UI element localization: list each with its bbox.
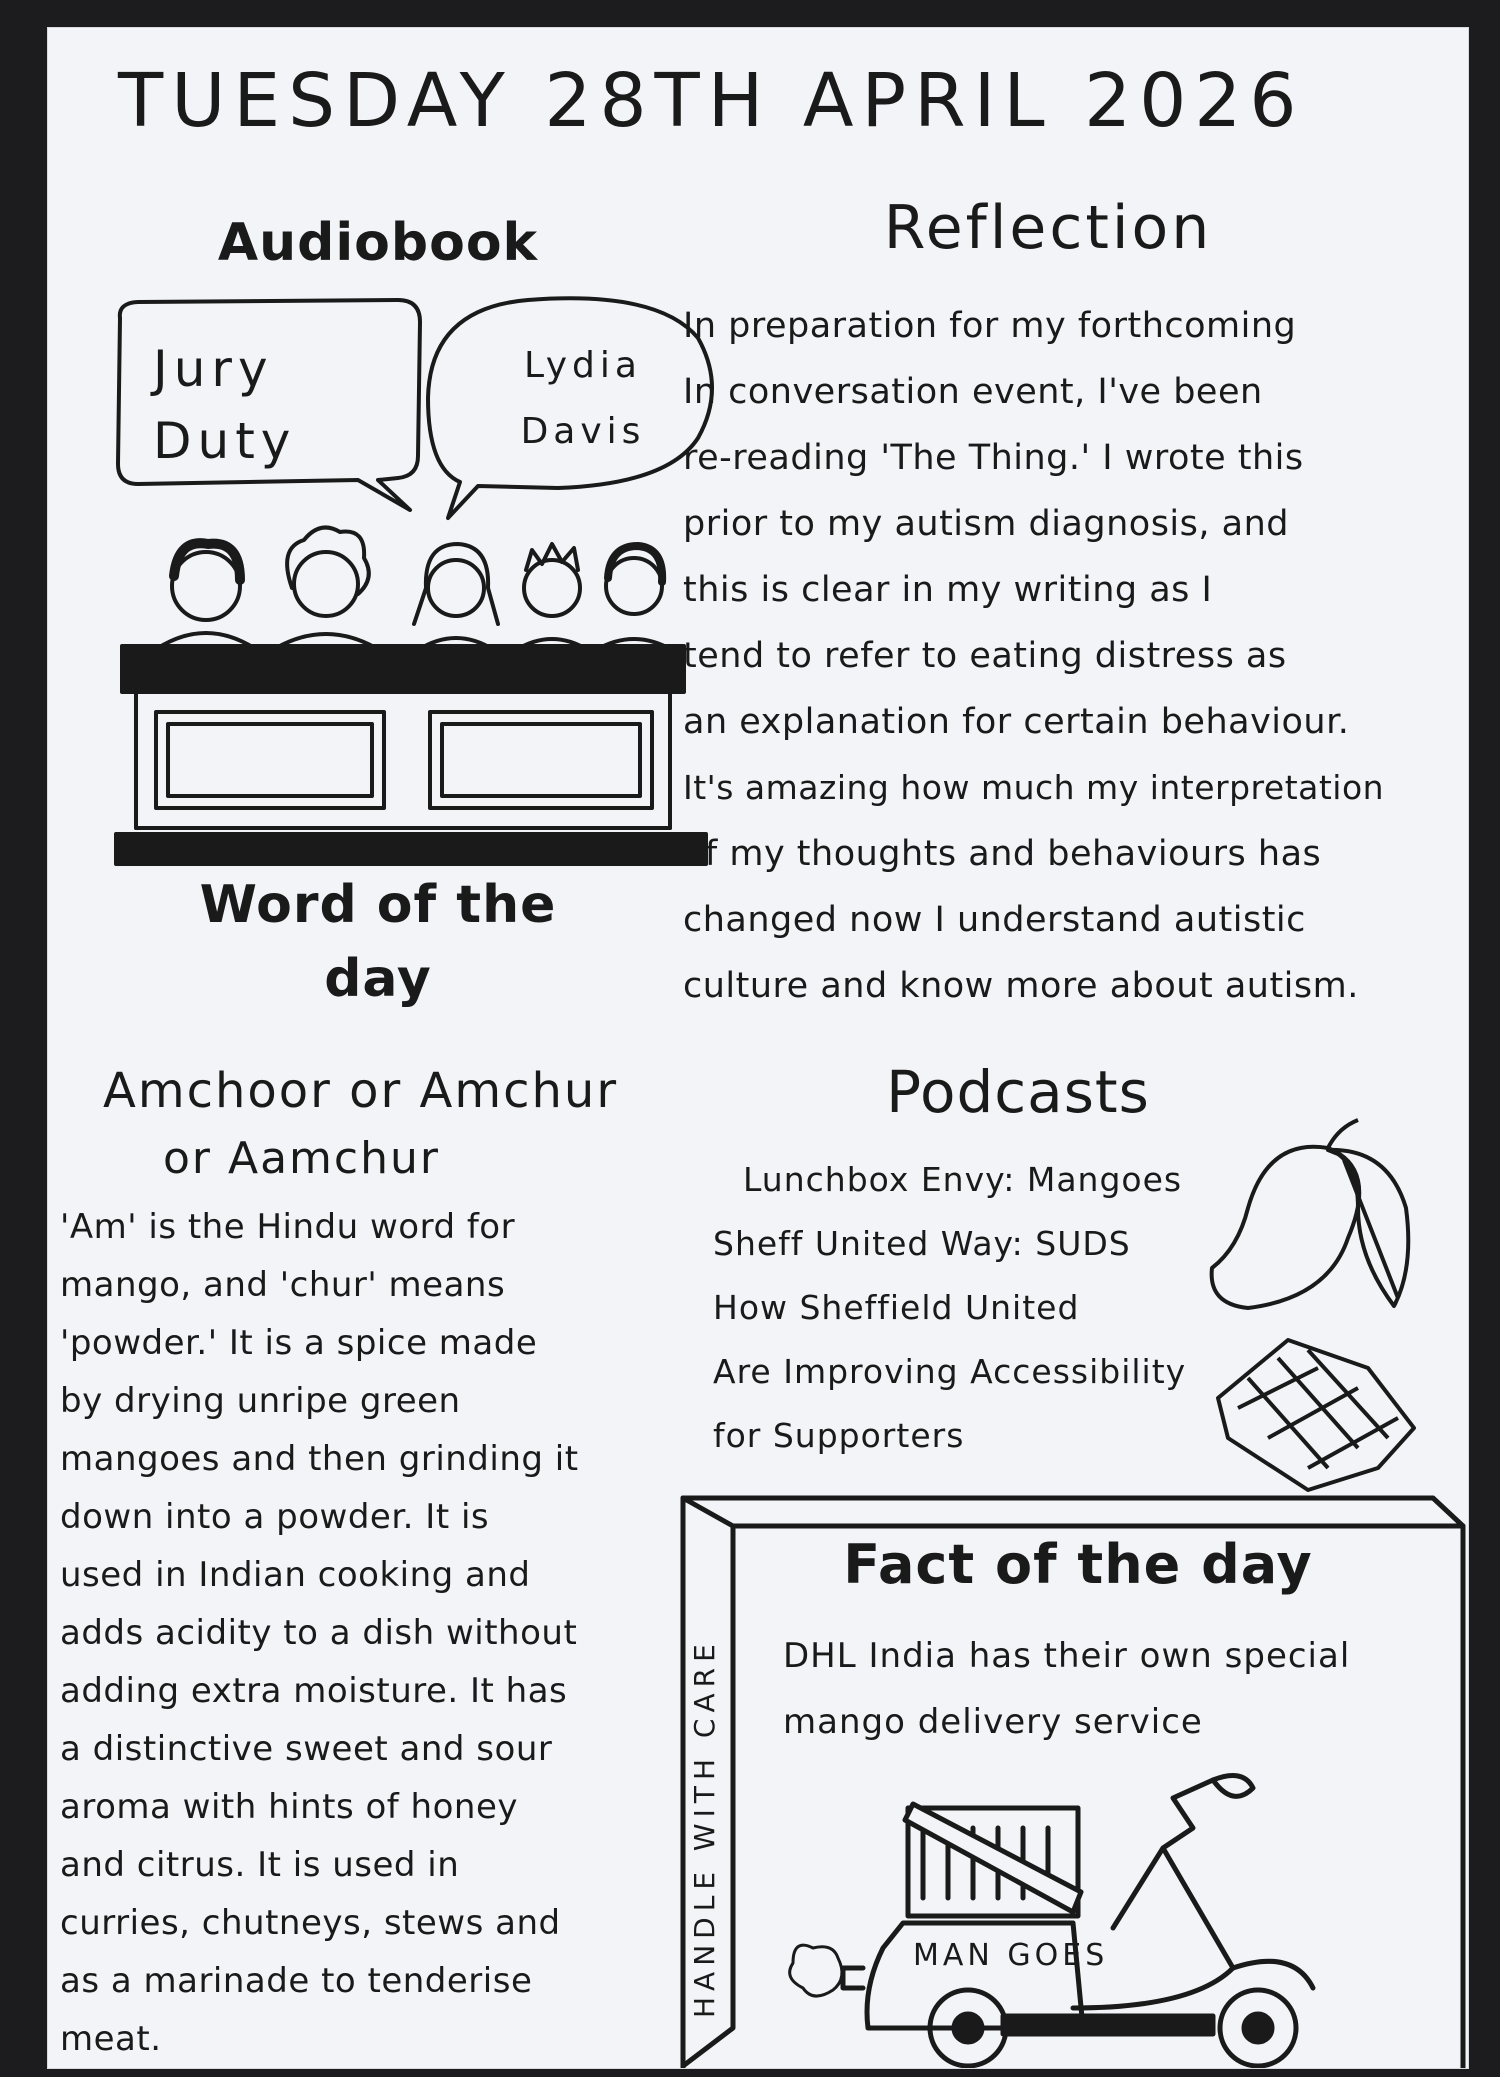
podcasts-list: Lunchbox Envy: Mangoes Sheff United Way: SUDS How Sheffield United Are Improving Accessibility for Supporters xyxy=(713,1160,1187,1455)
word-of-the-day-heading: Word of the day xyxy=(199,875,557,1009)
audiobook-title: Jury Duty xyxy=(153,340,297,470)
word-line-2: or Aamchur xyxy=(163,1133,440,1184)
word-line-1: Amchoor or Amchur xyxy=(103,1063,619,1119)
audiobook-heading: Audiobook xyxy=(217,213,539,273)
audiobook-author: Lydia Davis xyxy=(520,345,646,452)
journal-page xyxy=(48,28,1468,2068)
reflection-text: In preparation for my forthcoming In conversation event, I've been re-reading 'The Thing.' I wrote this prior to my autism diagnosis, and this is clear in my writing as I tend to refer to eating distress as an explanation for certain behaviour. It's amazing how much my interpretation of my thoughts and behaviours has changed now I understand autistic culture and know more about autism. xyxy=(683,306,1385,1006)
scooter-label: MAN GOES xyxy=(913,1938,1109,1973)
handle-with-care-label: HANDLE WITH CARE xyxy=(688,1638,721,2018)
word-definition: 'Am' is the Hindu word for mango, and 'chur' means 'powder.' It is a spice made by drying unripe green mangoes and then grinding it down into a powder. It is used in Indian cooking and adds acidity to a dish without adding extra moisture. It has a distinctive sweet and sour aroma with hints of honey and citrus. It is used in curries, chutneys, stews and as a marinade to tenderise meat. xyxy=(60,1207,579,2059)
fact-heading: Fact of the day xyxy=(843,1533,1313,1596)
podcasts-heading: Podcasts xyxy=(886,1058,1150,1126)
fact-text: DHL India has their own special mango delivery service xyxy=(783,1636,1351,1742)
mango-illustration xyxy=(1208,1108,1428,1508)
reflection-heading: Reflection xyxy=(883,193,1213,263)
page-date: TUESDAY 28TH APRIL 2026 xyxy=(118,58,1305,144)
